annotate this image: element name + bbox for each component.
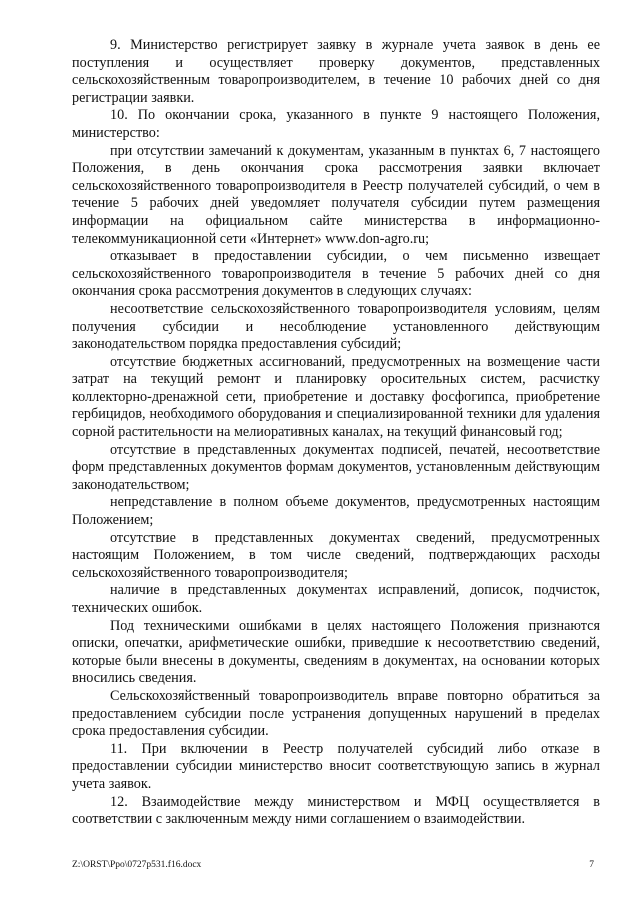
page-footer (72, 858, 600, 872)
page-number: 7 (589, 860, 594, 870)
paragraph-11: 11. При включении в Реестр получателей субсидий либо отказе в предоставлении субсидии министерство вносит соответствующую запись в журнал учета заявок. (72, 740, 600, 792)
reapplication-note: Сельскохозяйственный товаропроизводитель вправе повторно обратиться за предоставлением субсидии после устранения допущенных нарушений в пределах срока предоставления субсидии. (72, 687, 600, 740)
refusal-case-incomplete-documents: непредставление в полном объеме документов, предусмотренных настоящим Положением; (72, 494, 600, 529)
document-body (72, 37, 600, 829)
refusal-case-missing-signatures: отсутствие в представленных документах подписей, печатей, несоответствие форм представленных документов формам документов, установленным действующим законодательством; (72, 441, 600, 493)
refusal-case-no-budget: отсутствие бюджетных ассигнований, предусмотренных на возмещение части затрат на текущий ремонт и планировку оросительных систем, расчистку коллекторно-дренажной сети, приобретение и доставку фосфогипса, приобретение гербицидов, необходимого оборудования и специализированной техники для удаления сорной растительности на мелиоративных каналах, на текущий финансовый год; (72, 353, 600, 441)
technical-errors-definition: Под техническими ошибками в целях настоящего Положения признаются описки, опечатки, арифметические ошибки, приведшие к несоответствию сведений, которые были внесены в документы, сведениям в документах, на основании которых вносились сведения. (72, 617, 600, 687)
paragraph-10-include: при отсутствии замечаний к документам, указанным в пунктах 6, 7 настоящего Положения, в день окончания срока рассмотрения заявки включает сельскохозяйственного товаропроизводителя в Реестр получателей субсидий, о чем в течение 5 рабочих дней уведомляет получателя субсидии путем размещения информации на официальном сайте министерства в информационно-телекоммуникационной сети «Интернет» www.don-agro.ru; (72, 142, 600, 247)
paragraph-10: 10. По окончании срока, указанного в пункте 9 настоящего Положения, министерство: (72, 107, 600, 141)
refusal-case-corrections: наличие в представленных документах исправлений, дописок, подчисток, технических ошибок. (72, 582, 600, 616)
paragraph-12: 12. Взаимодействие между министерством и МФЦ осуществляется в соответствии с заключенным между ними соглашением о взаимодействии. (72, 793, 600, 828)
paragraph-10-refuse: отказывает в предоставлении субсидии, о чем письменно извещает сельскохозяйственного товаропроизводителя в течение 5 рабочих дней со дня окончания срока рассмотрения документов в следующих случаях: (72, 248, 600, 300)
paragraph-9: 9. Министерство регистрирует заявку в журнале учета заявок в день ее поступления и осуществляет проверку документов, представленных сельскохозяйственным товаропроизводителем, в течение 10 рабочих дней со дня регистрации заявки. (72, 37, 600, 106)
refusal-case-missing-info: отсутствие в представленных документах сведений, предусмотренных настоящим Положением, в том числе сведений, подтверждающих расходы сельскохозяйственного товаропроизводителя; (72, 529, 600, 581)
file-path: Z:\ORST\Ppo\0727p531.f16.docx (72, 860, 202, 870)
refusal-case-noncompliance: несоответствие сельскохозяйственного товаропроизводителя условиям, целям получения субсидии и несоблюдение установленного действующим законодательством порядка предоставления субсидий; (72, 300, 600, 353)
